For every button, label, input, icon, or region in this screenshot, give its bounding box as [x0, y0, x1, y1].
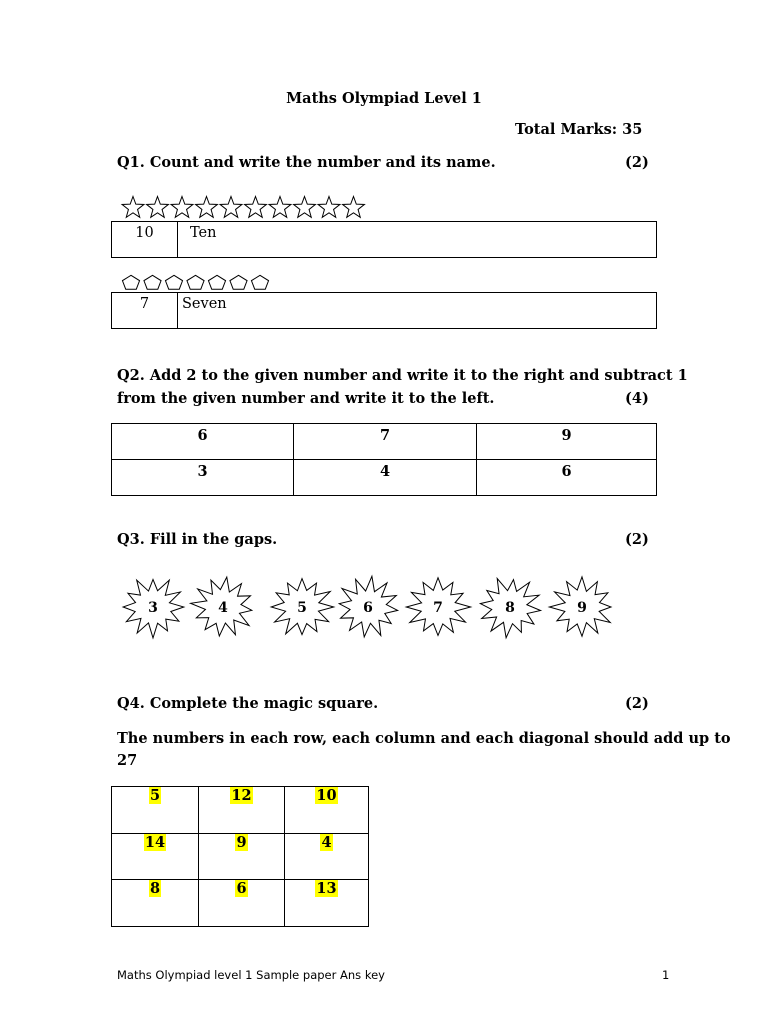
magic-cell: [199, 834, 285, 880]
star-icon: [294, 197, 316, 218]
page-title: Maths Olympiad Level 1: [286, 90, 482, 107]
star-icon: [220, 197, 242, 218]
magic-cell: [285, 880, 369, 927]
q2-cell: 6: [477, 460, 657, 496]
magic-cell: [199, 787, 285, 834]
q2-question-line2: from the given number and write it to the left.: [117, 390, 495, 407]
footer-text: Maths Olympiad level 1 Sample paper Ans key: [117, 968, 385, 982]
magic-cell: [112, 834, 199, 880]
star-icon: [122, 197, 144, 218]
burst-number: 8: [505, 600, 515, 616]
magic-square: [111, 786, 369, 927]
magic-value: 12: [231, 787, 252, 804]
star-icon: [318, 197, 340, 218]
pentagon-icon: [251, 275, 268, 289]
magic-cell: [112, 787, 199, 834]
burst-number: 9: [577, 600, 587, 616]
star-row: [120, 194, 380, 220]
burst-number: 5: [297, 600, 307, 616]
q3-marks: (2): [625, 531, 649, 548]
magic-cell: [285, 834, 369, 880]
pentagon-icon: [122, 275, 139, 289]
q2-number-table: [111, 423, 657, 496]
q1-question: Q1. Count and write the number and its name.: [117, 154, 496, 171]
pentagon-icon: [144, 275, 161, 289]
q3-question: Q3. Fill in the gaps.: [117, 531, 278, 548]
q2-cell: 4: [294, 460, 477, 496]
q4-marks: (2): [625, 695, 649, 712]
q4-instruction-line2: 27: [117, 752, 138, 769]
q1-answer-table-1: [111, 221, 657, 258]
q1-name-cell: Ten: [178, 222, 657, 258]
magic-value: 9: [236, 834, 247, 851]
q1-marks: (2): [625, 154, 649, 171]
star-icon: [147, 197, 169, 218]
q2-cell: 7: [294, 424, 477, 460]
star-icon: [343, 197, 365, 218]
star-icon: [196, 197, 218, 218]
pentagon-icon: [165, 275, 182, 289]
burst-number: 4: [218, 600, 228, 616]
pentagon-row: [120, 272, 280, 292]
q2-question-line1: Q2. Add 2 to the given number and write it to the right and subtract 1: [117, 367, 688, 384]
q1-answer-table-2: [111, 292, 657, 329]
magic-value: 8: [149, 880, 161, 897]
q1-name-cell: Seven: [178, 293, 657, 329]
magic-value: 5: [149, 787, 161, 804]
burst-number: 6: [363, 600, 373, 616]
q1-number-cell: 7: [112, 293, 178, 329]
star-icon: [269, 197, 291, 218]
q4-question: Q4. Complete the magic square.: [117, 695, 379, 712]
star-icon: [245, 197, 267, 218]
q2-cell: 3: [112, 460, 294, 496]
burst-number: 3: [148, 600, 158, 616]
q1-number-cell: 10: [112, 222, 178, 258]
pentagon-icon: [187, 275, 204, 289]
magic-cell: [285, 787, 369, 834]
q4-instruction-line1: The numbers in each row, each column and each diagonal should add up to: [117, 730, 731, 747]
pentagon-icon: [230, 275, 247, 289]
page-number: 1: [662, 968, 670, 982]
q2-cell: 6: [112, 424, 294, 460]
magic-value: 14: [144, 834, 166, 851]
burst-number: 7: [433, 600, 443, 616]
burst-row: [110, 565, 640, 645]
magic-value: 4: [321, 834, 332, 851]
total-marks: Total Marks: 35: [515, 121, 643, 138]
magic-cell: [199, 880, 285, 927]
star-icon: [171, 197, 193, 218]
magic-value: 13: [316, 880, 337, 897]
q2-marks: (4): [625, 390, 649, 407]
magic-cell: [112, 880, 199, 927]
magic-value: 10: [316, 787, 337, 804]
magic-value: 6: [236, 880, 247, 897]
pentagon-icon: [208, 275, 225, 289]
q2-cell: 9: [477, 424, 657, 460]
